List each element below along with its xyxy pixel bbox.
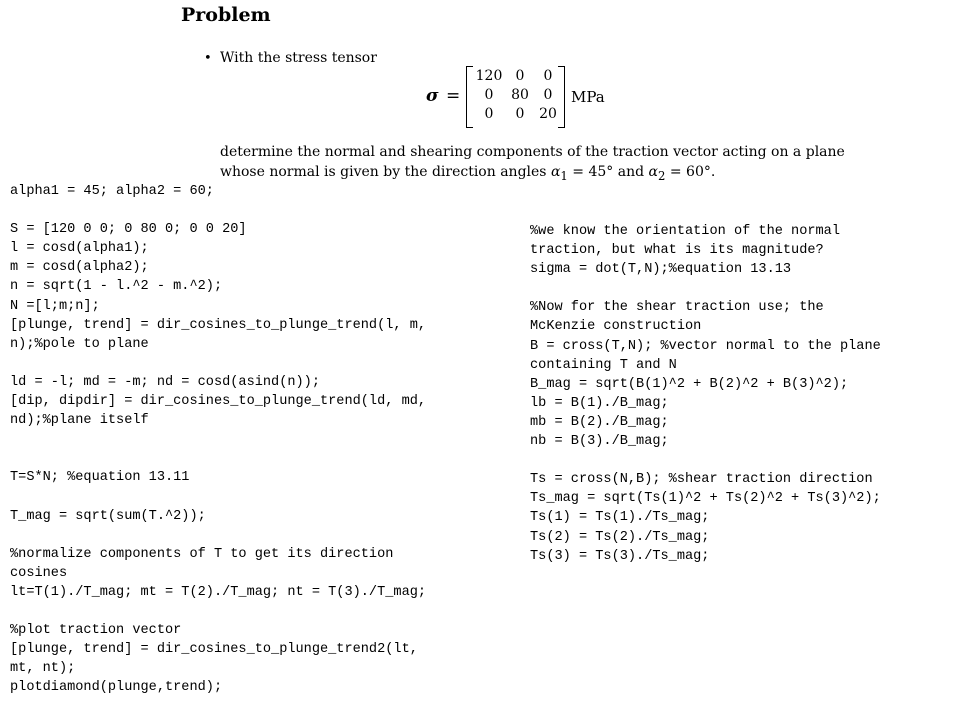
code-line: nd);%plane itself xyxy=(10,413,149,429)
problem-statement xyxy=(0,0,960,185)
code-line: cosines xyxy=(10,565,68,581)
code-line: lb = B(1)./B_mag; xyxy=(530,395,669,411)
description-prefix: whose normal is given by the direction angles xyxy=(220,164,547,180)
code-line: m = cosd(alpha2); xyxy=(10,260,149,276)
code-line: ld = -l; md = -m; nd = cosd(asind(n)); xyxy=(10,374,320,390)
matrix-cell: 0 xyxy=(515,106,525,122)
problem-description xyxy=(220,142,845,186)
matrix-cell: 80 xyxy=(511,87,529,103)
code-line: lt=T(1)./T_mag; mt = T(2)./T_mag; nt = T(3)./T_mag; xyxy=(10,584,427,600)
code-line xyxy=(10,526,426,545)
code-line: alpha1 = 45; alpha2 = 60; xyxy=(10,184,214,199)
code-line: %we know the orientation of the normal xyxy=(530,224,840,239)
matrix-cell: 0 xyxy=(515,68,525,84)
matrix-cell: 0 xyxy=(484,87,494,103)
code-line: plotdiamond(plunge,trend); xyxy=(10,680,223,696)
matrix-cell: 0 xyxy=(484,106,494,122)
code-line: T=S*N; %equation 13.11 xyxy=(10,470,190,486)
matrix-cell: 0 xyxy=(543,68,553,84)
code-line: mt, nt); xyxy=(10,661,76,677)
alpha1-subscript: 1 xyxy=(560,168,568,183)
code-line: [plunge, trend] = dir_cosines_to_plunge_trend(l, m, xyxy=(10,317,427,333)
stress-unit: MPa xyxy=(571,88,605,106)
alpha1-symbol: α xyxy=(550,164,561,180)
code-line: n = sqrt(1 - l.^2 - m.^2); xyxy=(10,279,223,295)
and-word: and xyxy=(613,164,649,180)
alpha2-value: = 60°. xyxy=(665,164,716,180)
alpha2-symbol: α xyxy=(648,164,658,180)
matrix-cell: 120 xyxy=(475,68,503,84)
code-line xyxy=(10,449,426,468)
code-line: nb = B(3)./B_mag; xyxy=(530,434,669,450)
code-line: containing T and N xyxy=(530,357,677,373)
matrix-cell: 0 xyxy=(543,87,553,103)
code-line: B = cross(T,N); %vector normal to the plane xyxy=(530,338,881,354)
code-line xyxy=(10,201,426,220)
stress-tensor-equation xyxy=(426,66,646,130)
code-line: [dip, dipdir] = dir_cosines_to_plunge_trend(ld, md, xyxy=(10,394,427,410)
code-line: Ts(2) = Ts(2)./Ts_mag; xyxy=(530,529,710,545)
code-line: B_mag = sqrt(B(1)^2 + B(2)^2 + B(3)^2); xyxy=(530,376,849,392)
code-line xyxy=(10,488,426,507)
code-line: mb = B(2)./B_mag; xyxy=(530,414,669,430)
code-line: McKenzie construction xyxy=(530,319,702,335)
code-line: S = [120 0 0; 0 80 0; 0 0 20] xyxy=(10,222,247,238)
code-block-left xyxy=(10,182,426,698)
code-line: %normalize components of T to get its direction xyxy=(10,546,394,562)
problem-title: Problem xyxy=(181,4,271,26)
code-line xyxy=(530,279,881,298)
problem-intro: With the stress tensor xyxy=(220,50,377,66)
code-line: [plunge, trend] = dir_cosines_to_plunge_trend2(lt, xyxy=(10,642,418,658)
bullet-icon: • xyxy=(204,51,212,66)
code-line: traction, but what is its magnitude? xyxy=(530,243,824,259)
alpha2-subscript: 2 xyxy=(657,168,666,183)
code-line: N =[l;m;n]; xyxy=(10,298,100,314)
code-line xyxy=(10,430,426,449)
code-line: Ts(1) = Ts(1)./Ts_mag; xyxy=(530,510,710,526)
code-line xyxy=(10,602,426,621)
sigma-symbol: σ xyxy=(426,86,439,106)
code-line: n);%pole to plane xyxy=(10,336,149,352)
code-line: Ts(3) = Ts(3)./Ts_mag; xyxy=(530,548,710,564)
code-line: %Now for the shear traction use; the xyxy=(530,300,824,316)
code-line xyxy=(10,354,426,373)
code-line: %plot traction vector xyxy=(10,623,182,639)
description-line-1: determine the normal and shearing components of the traction vector acting on a plane xyxy=(220,144,845,160)
stress-matrix xyxy=(472,67,562,124)
code-line: l = cosd(alpha1); xyxy=(10,241,149,257)
alpha1-value: = 45° xyxy=(567,164,614,180)
code-line: Ts = cross(N,B); %shear traction direction xyxy=(530,472,873,488)
matrix-cell: 20 xyxy=(539,106,557,122)
code-line xyxy=(530,451,881,470)
code-block-right xyxy=(530,222,881,566)
code-line: sigma = dot(T,N);%equation 13.13 xyxy=(530,262,792,278)
code-line: Ts_mag = sqrt(Ts(1)^2 + Ts(2)^2 + Ts(3)^2); xyxy=(530,491,881,507)
matrix-right-bracket xyxy=(558,66,565,128)
equals-sign: = xyxy=(446,86,461,106)
code-line: T_mag = sqrt(sum(T.^2)); xyxy=(10,508,206,524)
